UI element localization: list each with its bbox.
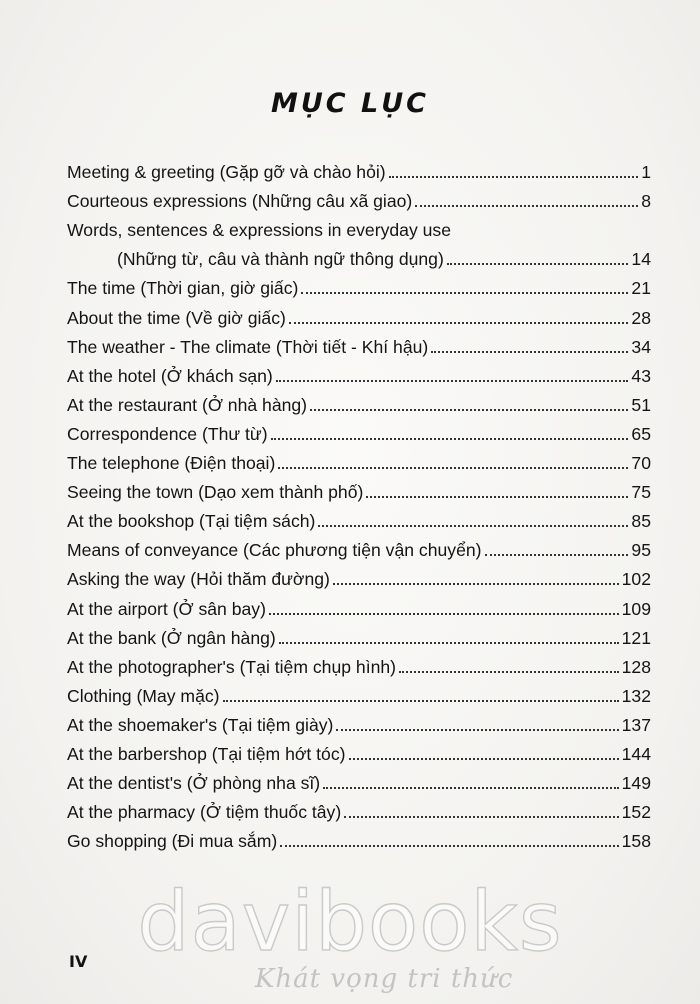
toc-entry — [67, 329, 651, 358]
toc-entry — [67, 183, 651, 212]
dot-leader — [323, 787, 618, 789]
toc-entry-title: Words, sentences & expressions in everyday use — [67, 220, 451, 241]
dot-leader — [301, 292, 628, 294]
toc-entry-title: At the shoemaker's (Tại tiệm giày) — [67, 714, 334, 735]
toc-entry — [67, 561, 651, 590]
toc-entry-title: Courteous expressions (Những câu xã giao) — [67, 191, 413, 212]
toc-entry — [67, 765, 651, 794]
toc-entry — [67, 794, 651, 823]
toc-entry-title: Meeting & greeting (Gặp gỡ và chào hỏi) — [67, 162, 386, 183]
toc-entry-page: 75 — [631, 482, 651, 503]
toc-entry-title: At the airport (Ở sân bay) — [67, 598, 266, 619]
toc-entry-title: Seeing the town (Dạo xem thành phố) — [67, 482, 364, 503]
toc-entry-title: At the bookshop (Tại tiệm sách) — [67, 511, 316, 532]
toc-entry-title: At the pharmacy (Ở tiệm thuốc tây) — [67, 802, 342, 823]
dot-leader — [276, 380, 629, 382]
toc-entry-page: 144 — [621, 743, 651, 764]
toc-entry — [67, 736, 651, 765]
dot-leader — [279, 642, 619, 644]
toc-entry — [67, 212, 651, 241]
toc-entry — [67, 299, 651, 328]
toc-entry-page: 132 — [621, 685, 651, 706]
toc-entry-page: 14 — [631, 249, 651, 270]
toc-entry-page: 28 — [631, 307, 651, 328]
page-number: IV — [69, 952, 88, 971]
toc-entry-title: Asking the way (Hỏi thăm đường) — [67, 569, 330, 590]
toc-entry-title: The time (Thời gian, giờ giấc) — [67, 278, 299, 299]
toc-entry-page: 121 — [621, 627, 651, 648]
page-title: MỤC LỤC — [271, 88, 429, 119]
toc-entry-page: 85 — [631, 511, 651, 532]
dot-leader — [389, 176, 639, 178]
watermark-logo: davibooks — [137, 875, 563, 970]
toc-entry-title: (Những từ, câu và thành ngữ thông dụng) — [117, 249, 444, 270]
toc-entry-page: 34 — [631, 336, 651, 357]
toc-entry — [67, 358, 651, 387]
toc-entry — [67, 707, 651, 736]
toc-entry-page: 51 — [631, 394, 651, 415]
toc-entry-page: 109 — [621, 598, 651, 619]
dot-leader — [447, 263, 629, 265]
toc-entry-page: 152 — [621, 802, 651, 823]
toc-entry — [67, 678, 651, 707]
toc-entry-title: Clothing (May mặc) — [67, 685, 220, 706]
dot-leader — [318, 525, 628, 527]
toc-entry — [67, 154, 651, 183]
watermark-tagline: Khát vọng tri thức — [255, 964, 514, 994]
toc-entry-title: Means of conveyance (Các phương tiện vận chuyển) — [67, 540, 482, 561]
toc-entry — [67, 445, 651, 474]
toc-entry-page: 1 — [641, 162, 651, 183]
toc-entry — [67, 620, 651, 649]
dot-leader — [366, 496, 628, 498]
toc-entry-page: 102 — [621, 569, 651, 590]
toc-entry — [67, 270, 651, 299]
dot-leader — [485, 554, 629, 556]
toc-entry-title: At the bank (Ở ngân hàng) — [67, 627, 276, 648]
dot-leader — [280, 845, 618, 847]
toc-entry — [67, 387, 651, 416]
toc-entry-title: At the photographer's (Tại tiệm chụp hình) — [67, 656, 397, 677]
toc-entry-title: Correspondence (Thư từ) — [67, 423, 268, 444]
toc-entry-page: 128 — [621, 656, 651, 677]
toc-entry — [67, 532, 651, 561]
dot-leader — [344, 816, 618, 818]
toc-entry — [67, 503, 651, 532]
toc-entry-page: 8 — [641, 191, 651, 212]
toc-entry-page: 149 — [621, 773, 651, 794]
toc-entry-page: 137 — [621, 714, 651, 735]
toc-entry-title: At the dentist's (Ở phòng nha sĩ) — [67, 773, 321, 794]
toc-entry-title: At the hotel (Ở khách sạn) — [67, 365, 273, 386]
toc-entry-title: About the time (Về giờ giấc) — [67, 307, 286, 328]
toc-entry-title: Go shopping (Đi mua sắm) — [67, 831, 278, 852]
toc-entry — [67, 649, 651, 678]
toc-entry-title: The weather - The climate (Thời tiết - Khí hậu) — [67, 336, 429, 357]
dot-leader — [271, 438, 629, 440]
dot-leader — [333, 583, 619, 585]
table-of-contents — [67, 154, 651, 852]
dot-leader — [278, 467, 628, 469]
toc-entry — [67, 823, 651, 852]
toc-entry-page: 158 — [621, 831, 651, 852]
toc-entry — [67, 416, 651, 445]
toc-entry-title: At the barbershop (Tại tiệm hớt tóc) — [67, 743, 346, 764]
dot-leader — [415, 205, 638, 207]
dot-leader — [431, 351, 628, 353]
dot-leader — [349, 758, 619, 760]
toc-entry-title: At the restaurant (Ở nhà hàng) — [67, 394, 308, 415]
toc-entry-page: 70 — [631, 453, 651, 474]
toc-entry-page: 95 — [631, 540, 651, 561]
toc-entry-title: The telephone (Điện thoại) — [67, 453, 276, 474]
toc-entry-page: 65 — [631, 423, 651, 444]
dot-leader — [310, 409, 628, 411]
toc-entry — [67, 590, 651, 619]
dot-leader — [269, 613, 619, 615]
toc-entry-page: 21 — [631, 278, 651, 299]
toc-entry — [67, 241, 651, 270]
toc-entry — [67, 474, 651, 503]
toc-entry-page: 43 — [631, 365, 651, 386]
dot-leader — [289, 322, 629, 324]
dot-leader — [399, 671, 619, 673]
dot-leader — [336, 729, 618, 731]
dot-leader — [223, 700, 619, 702]
